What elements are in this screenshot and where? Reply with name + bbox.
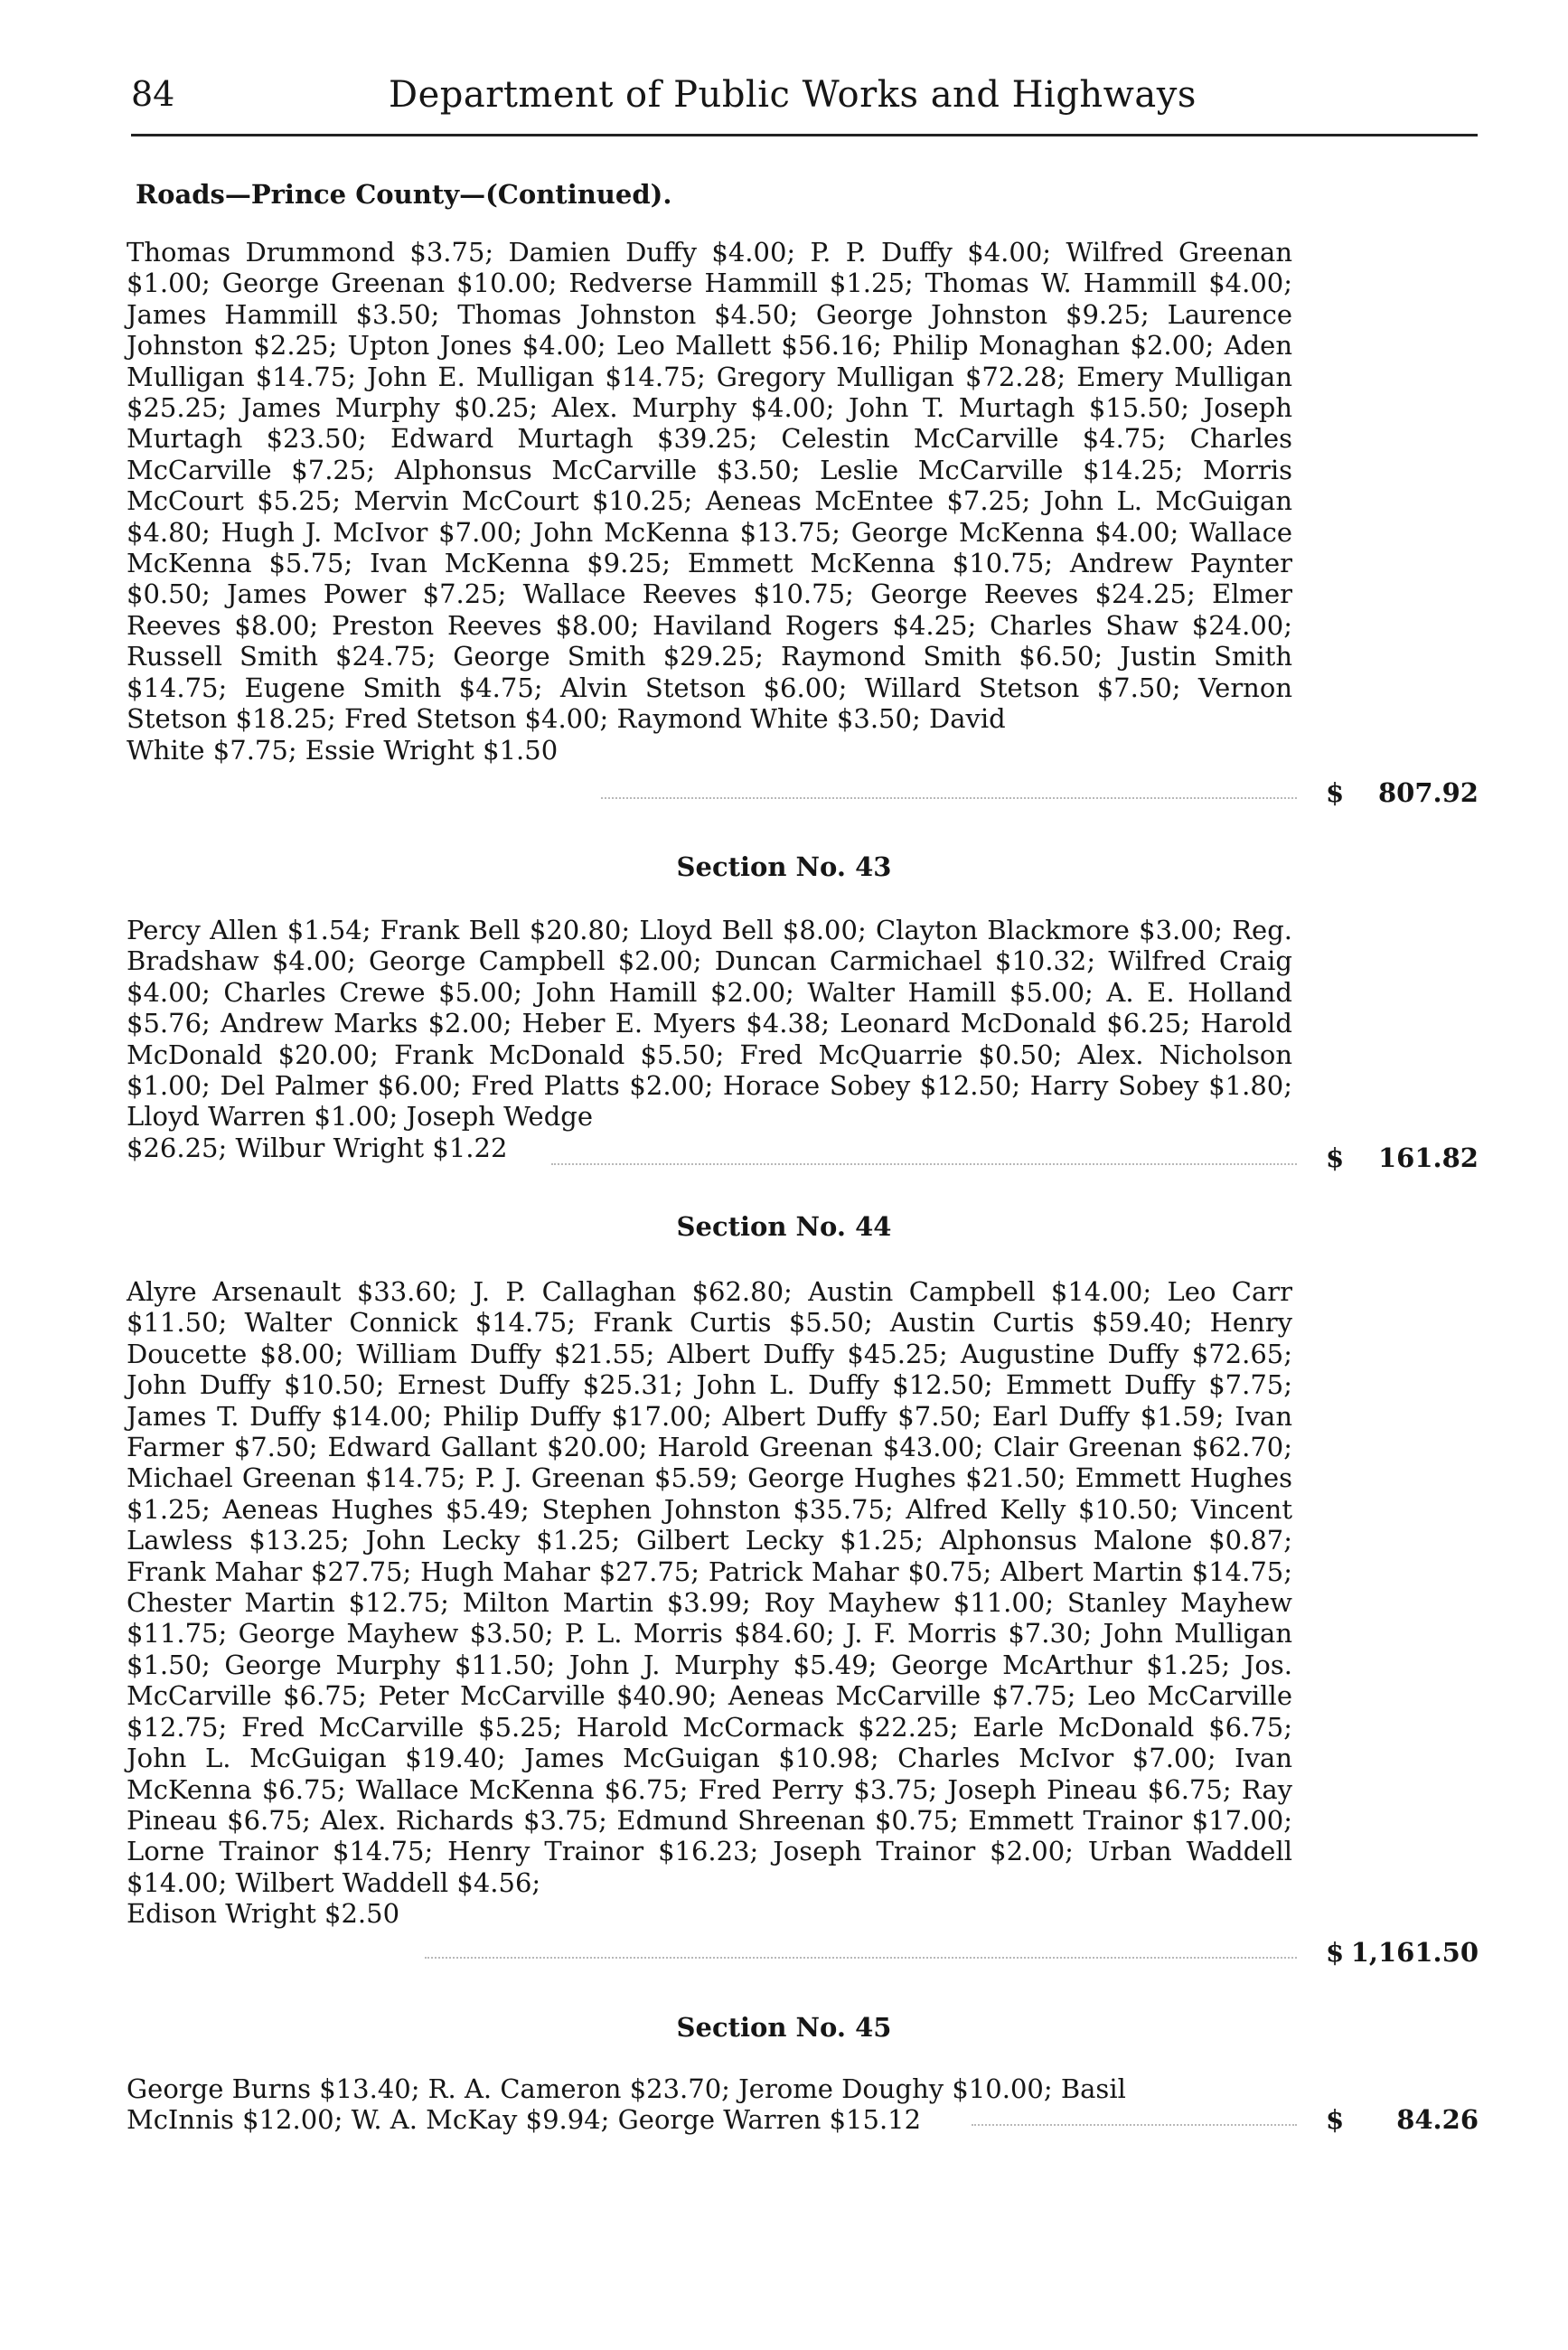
entry-paragraph (127, 2073, 1292, 2136)
entry-text: Thomas Drummond $3.75; Damien Duffy $4.00; P. P. Duffy $4.00; Wilfred Greenan $1.00; George Greenan $10.00; Redverse Hammill $1.25; Thomas W. Hammill $4.00; James Hammill $3.50; Thomas Johnston $4.50; George Johnston $9.25; Laurence Johnston $2.25; Upton Jones $4.00; Leo Mallett $56.16; Philip Monaghan $2.00; Aden Mulligan $14.75; John E. Mulligan $14.75; Gregory Mulligan $72.28; Emery Mulligan $25.25; James Murphy $0.25; Alex. Murphy $4.00; John T. Murtagh $15.50; Joseph Murtagh $23.50; Edward Murtagh $39.25; Celestin McCarville $4.75; Charles McCarville $7.25; Alphonsus McCarville $3.50; Leslie McCarville $14.25; Morris McCourt $5.25; Mervin McCourt $10.25; Aeneas McEntee $7.25; John L. McGuigan $4.80; Hugh J. McIvor $7.00; John McKenna $13.75; George McKenna $4.00; Wallace McKenna $5.75; Ivan McKenna $9.25; Emmett McKenna $10.75; Andrew Paynter $0.50; James Power $7.25; Wallace Reeves $10.75; George Reeves $24.25; Elmer Reeves $8.00; Preston Reeves $8.00; Haviland Rogers $4.25; Charles Shaw $24.00; Russell Smith $24.75; George Smith $29.25; Raymond Smith $6.50; Justin Smith $14.75; Eugene Smith $4.75; Alvin Stetson $6.00; Willard Stetson $7.50; Vernon Stetson $18.25; Fred Stetson $4.00; Raymond White $3.50; David (127, 237, 1292, 735)
dollar-sign: $ (1326, 777, 1345, 808)
entry-paragraph (127, 915, 1292, 1163)
page-header (131, 74, 1478, 128)
dollar-sign: $ (1326, 2104, 1345, 2135)
entry-text: George Burns $13.40; R. A. Cameron $23.70; Jerome Doughy $10.00; Basil (127, 2073, 1126, 2104)
dollar-sign: $ (1326, 1142, 1345, 1173)
section-total: 84.26 (1396, 2104, 1479, 2135)
header-rule (131, 134, 1478, 136)
running-title: Department of Public Works and Highways (389, 74, 1197, 116)
entry-text: Alyre Arsenault $33.60; J. P. Callaghan $62.80; Austin Campbell $14.00; Leo Carr $11.50; Walter Connick $14.75; Frank Curtis $5.50; Austin Curtis $59.40; Henry Doucette $8.00; William Duffy $21.55; Albert Duffy $45.25; Augustine Duffy $72.65; John Duffy $10.50; Ernest Duffy $25.31; John L. Duffy $12.50; Emmett Duffy $7.75; James T. Duffy $14.00; Philip Duffy $17.00; Albert Duffy $7.50; Earl Duffy $1.59; Ivan Farmer $7.50; Edward Gallant $20.00; Harold Greenan $43.00; Clair Greenan $62.70; Michael Greenan $14.75; P. J. Greenan $5.59; George Hughes $21.50; Emmett Hughes $1.25; Aeneas Hughes $5.49; Stephen Johnston $35.75; Alfred Kelly $10.50; Vincent Lawless $13.25; John Lecky $1.25; Gilbert Lecky $1.25; Alphonsus Malone $0.87; Frank Mahar $27.75; Hugh Mahar $27.75; Patrick Mahar $0.75; Albert Martin $14.75; Chester Martin $12.75; Milton Martin $3.99; Roy Mayhew $11.00; Stanley Mayhew $11.75; George Mayhew $3.50; P. L. Morris $84.60; J. F. Morris $7.30; John Mulligan $1.50; George Murphy $11.50; John J. Murphy $5.49; George McArthur $1.25; Jos. McCarville $6.75; Peter McCarville $40.90; Aeneas McCarville $7.75; Leo McCarville $12.75; Fred McCarville $5.25; Harold McCormack $22.25; Earle McDonald $6.75; John L. McGuigan $19.40; James McGuigan $10.98; Charles McIvor $7.00; Ivan McKenna $6.75; Wallace McKenna $6.75; Fred Perry $3.75; Joseph Pineau $6.75; Ray Pineau $6.75; Alex. Richards $3.75; Edmund Shreenan $0.75; Emmett Trainor $17.00; Lorne Trainor $14.75; Henry Trainor $16.23; Joseph Trainor $2.00; Urban Waddell $14.00; Wilbert Waddell $4.56; (127, 1276, 1292, 1898)
entry-last-line: $26.25; Wilbur Wright $1.22 (127, 1132, 508, 1163)
dot-leader (551, 1163, 1297, 1165)
entry-last-line: McInnis $12.00; W. A. McKay $9.94; George Warren $15.12 (127, 2104, 922, 2136)
entry-paragraph (127, 1276, 1292, 1930)
entry-last-line: Edison Wright $2.50 (127, 1898, 400, 1930)
section-heading: Section No. 45 (676, 2012, 892, 2043)
section-total: 807.92 (1378, 777, 1479, 808)
entry-last-line: White $7.75; Essie Wright $1.50 (127, 734, 559, 766)
entry-paragraph (127, 237, 1292, 766)
dot-leader (601, 797, 1297, 799)
page-number: 84 (131, 74, 175, 114)
section-heading: Section No. 43 (676, 851, 892, 882)
dollar-sign: $ (1326, 1937, 1345, 1968)
section-heading: Section No. 44 (676, 1211, 892, 1242)
dot-leader (425, 1957, 1297, 1959)
entry-text: Percy Allen $1.54; Frank Bell $20.80; Lloyd Bell $8.00; Clayton Blackmore $3.00; Reg. Bradshaw $4.00; George Campbell $2.00; Duncan Carmichael $10.32; Wilfred Craig $4.00; Charles Crewe $5.00; John Hamill $2.00; Walter Hamill $5.00; A. E. Holland $5.76; Andrew Marks $2.00; Heber E. Myers $4.38; Leonard McDonald $6.25; Harold McDonald $20.00; Frank McDonald $5.50; Fred McQuarrie $0.50; Alex. Nicholson $1.00; Del Palmer $6.00; Fred Platts $2.00; Horace Sobey $12.50; Harry Sobey $1.80; Lloyd Warren $1.00; Joseph Wedge (127, 915, 1292, 1133)
section-total: 161.82 (1378, 1142, 1479, 1173)
continued-heading: Roads—Prince County—(Continued). (136, 179, 672, 210)
section-total: 1,161.50 (1350, 1937, 1479, 1968)
dot-leader (972, 2124, 1297, 2126)
